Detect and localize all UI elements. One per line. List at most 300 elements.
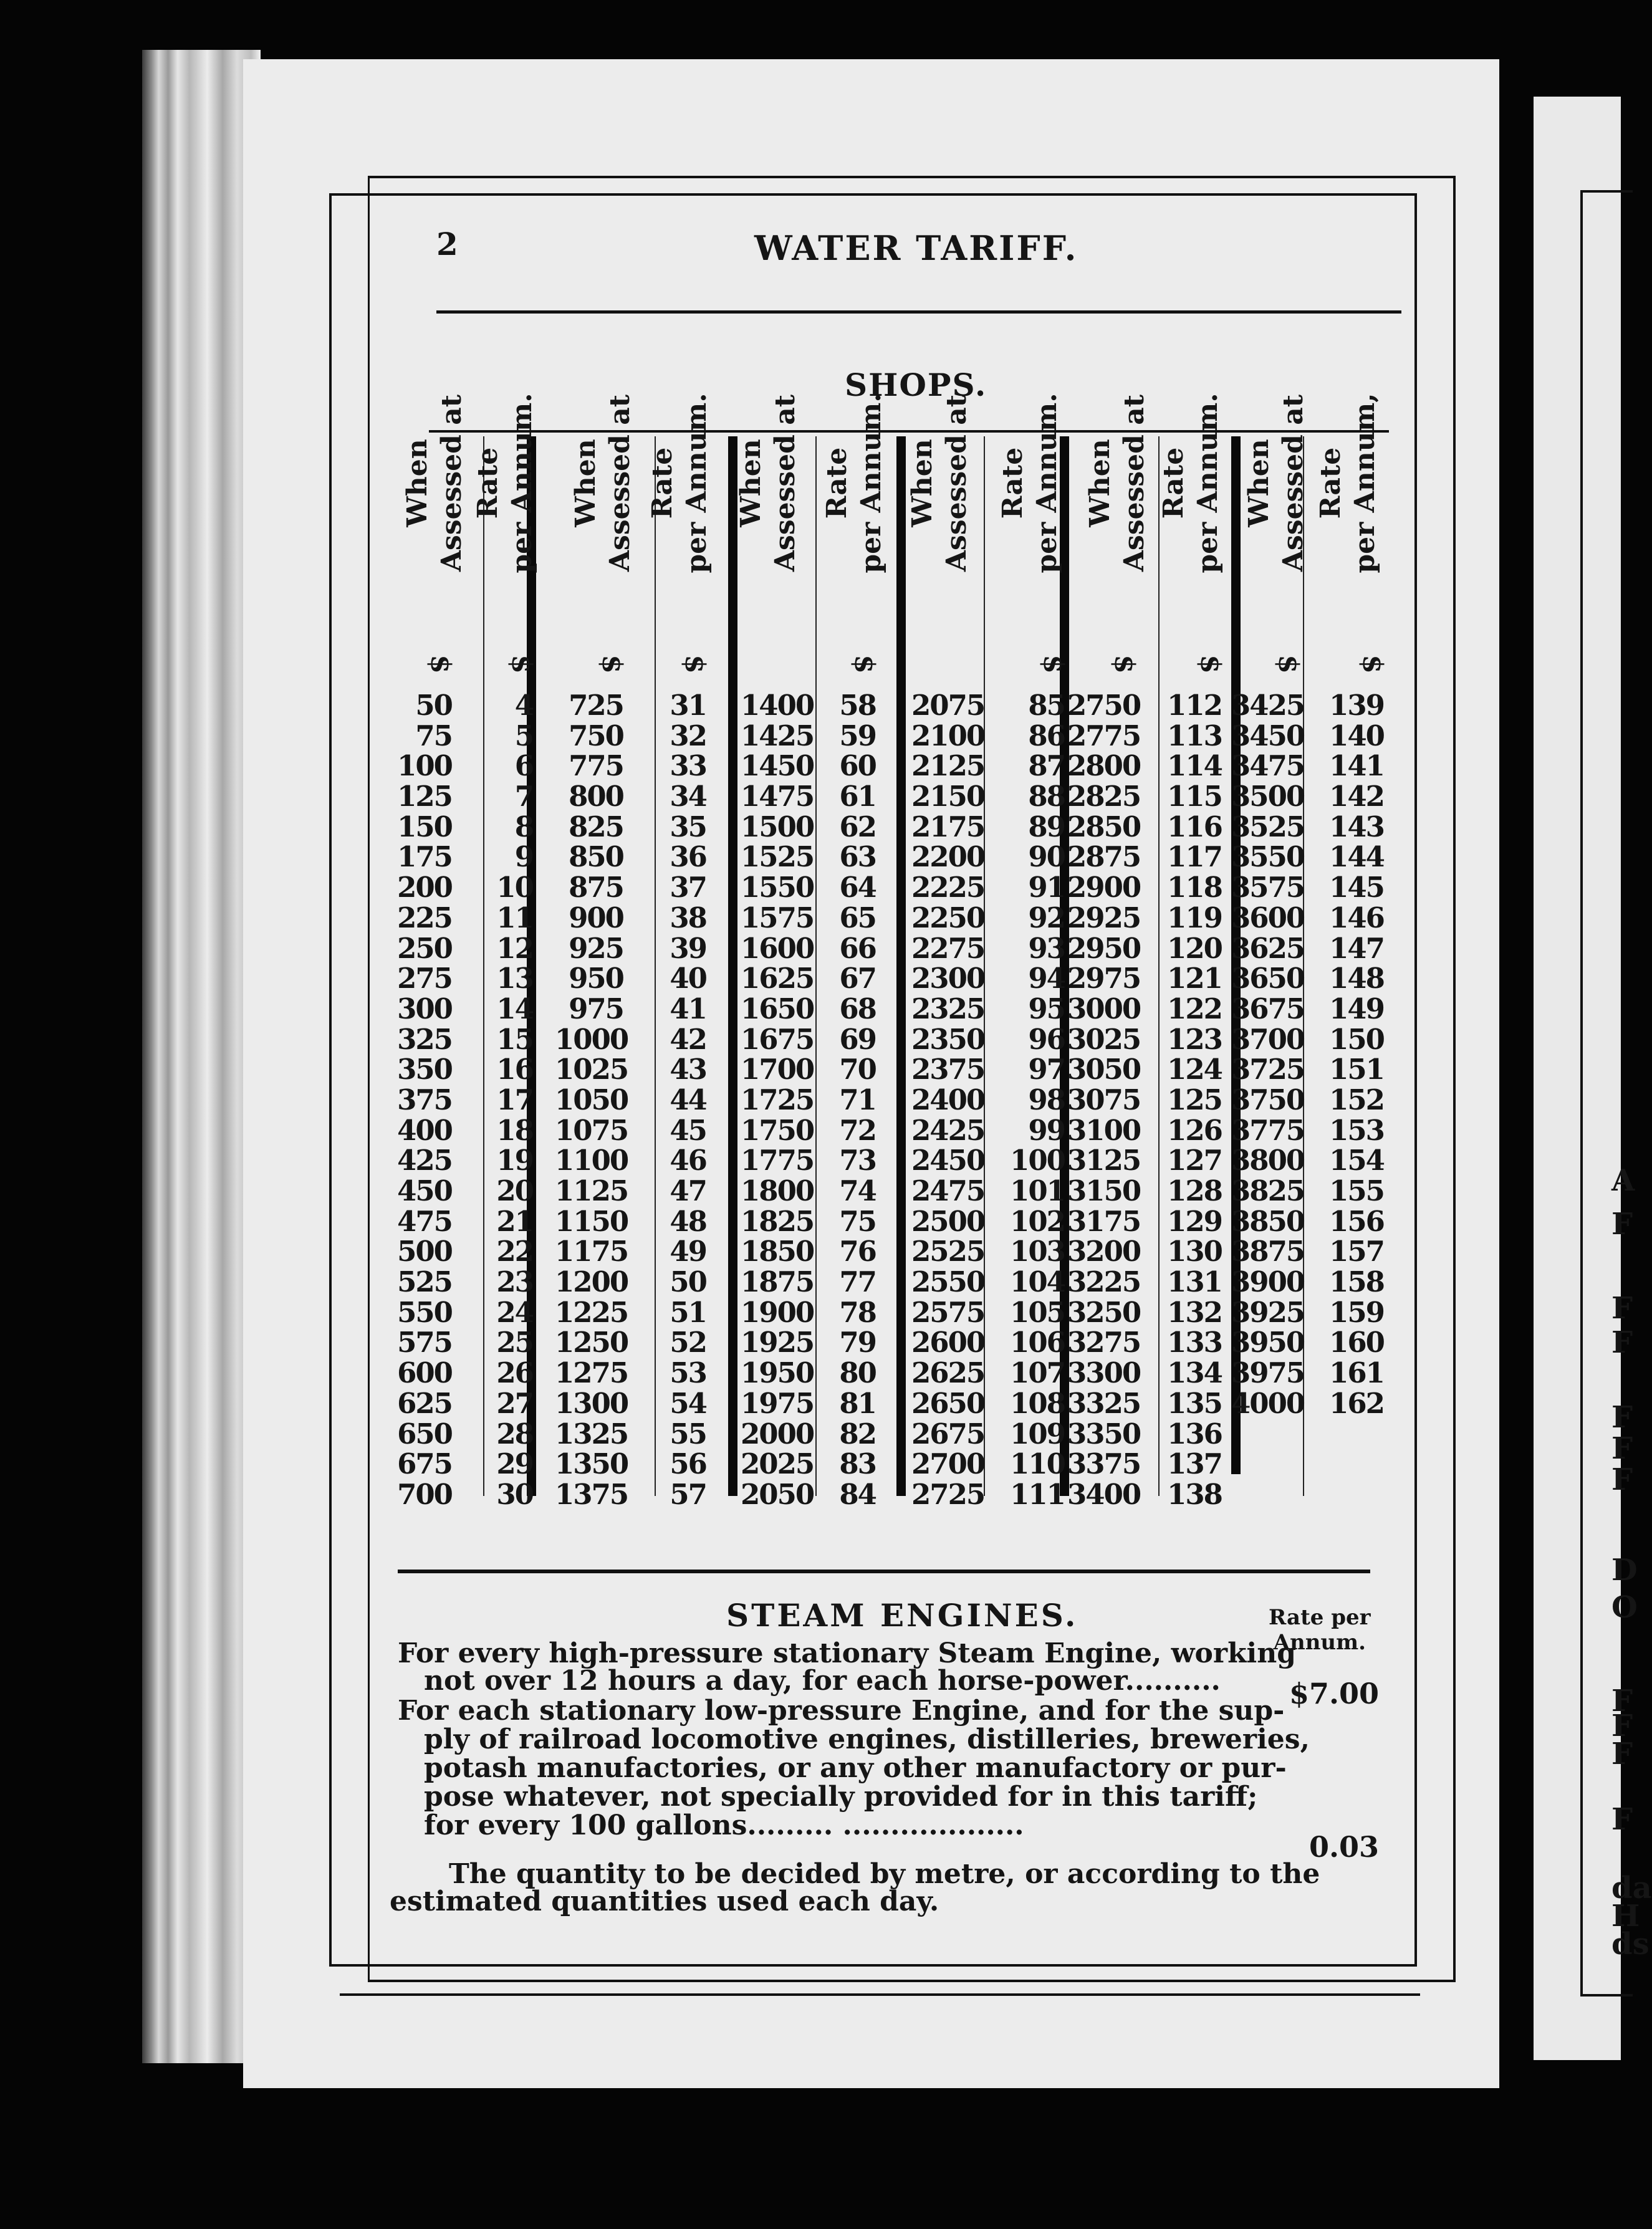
- column-values: [1315, 691, 1384, 1419]
- table-cell: 114: [1167, 749, 1222, 783]
- steam-item2-line: For each stationary low-pressure Engine, and for the sup-: [398, 1695, 1285, 1727]
- rate-heading-line: Rate per: [1269, 1605, 1371, 1630]
- table-cell: 17: [496, 1083, 533, 1116]
- table-cell: 525: [397, 1265, 452, 1299]
- column-values: [996, 691, 1065, 1510]
- table-cell: 750: [569, 719, 623, 752]
- dollar-sign: $: [505, 654, 537, 674]
- table-cell: 129: [1167, 1204, 1222, 1238]
- table-cell: 300: [397, 992, 452, 1025]
- table-cell: 1275: [555, 1356, 628, 1390]
- header-rule: [436, 310, 1401, 314]
- table-cell: 225: [397, 901, 452, 934]
- table-cell: 1950: [741, 1356, 814, 1390]
- adjacent-page-letter: F: [1611, 1709, 1633, 1743]
- table-cell: 3350: [1067, 1417, 1141, 1450]
- table-cell: 18: [496, 1113, 533, 1147]
- dollar-sign: $: [1194, 654, 1226, 674]
- table-cell: 1200: [555, 1265, 628, 1299]
- table-cell: 2500: [911, 1204, 985, 1238]
- table-cell: 2250: [911, 901, 985, 934]
- dollar-sign: $: [678, 654, 711, 674]
- table-cell: 3400: [1067, 1477, 1141, 1511]
- table-cell: 52: [670, 1326, 706, 1359]
- table-cell: 76: [839, 1235, 876, 1268]
- table-cell: 850: [569, 840, 623, 874]
- table-cell: 2350: [911, 1022, 985, 1056]
- table-cell: 1375: [555, 1477, 628, 1511]
- table-cell: 2725: [911, 1477, 985, 1511]
- table-cell: 42: [670, 1022, 706, 1056]
- table-cell: 2950: [1067, 931, 1141, 965]
- table-cell: 10: [496, 871, 533, 904]
- table-cell: 3000: [1067, 992, 1141, 1025]
- table-cell: 72: [839, 1113, 876, 1147]
- table-cell: 15: [496, 1022, 533, 1056]
- table-cell: 1450: [741, 749, 814, 783]
- table-cell: 128: [1167, 1174, 1222, 1207]
- table-cell: 3575: [1231, 871, 1305, 904]
- table-cell: 2825: [1067, 780, 1141, 813]
- table-cell: 151: [1329, 1053, 1384, 1086]
- table-cell: 95: [1028, 992, 1065, 1025]
- column-heading-line: Rate: [1158, 447, 1189, 519]
- column-heading: [820, 393, 898, 573]
- table-cell: 2475: [911, 1174, 985, 1207]
- dollar-sign: $: [1108, 654, 1140, 674]
- table-cell: 3700: [1231, 1022, 1305, 1056]
- table-cell: 45: [670, 1113, 706, 1147]
- table-cell: 145: [1329, 871, 1384, 904]
- adjacent-page-letter: D: [1611, 1553, 1638, 1588]
- table-cell: 11: [496, 901, 533, 934]
- table-cell: 1650: [741, 992, 814, 1025]
- table-cell: 26: [496, 1356, 533, 1390]
- column-divider: [728, 436, 737, 1496]
- table-cell: 98: [1028, 1083, 1065, 1116]
- table-cell: 3875: [1231, 1235, 1305, 1268]
- table-cell: 1400: [741, 689, 814, 722]
- steam-item2-line: potash manufactories, or any other manufactory or pur-: [424, 1752, 1287, 1784]
- table-cell: 103: [1010, 1235, 1065, 1268]
- table-cell: 13: [496, 962, 533, 995]
- table-cell: 161: [1329, 1356, 1384, 1390]
- table-cell: 90: [1028, 840, 1065, 874]
- table-cell: 155: [1329, 1174, 1384, 1207]
- column-values: [555, 689, 628, 1511]
- table-cell: 1900: [741, 1295, 814, 1329]
- table-cell: 152: [1329, 1083, 1384, 1116]
- table-bottom-rule: [398, 1570, 1370, 1573]
- table-cell: 2700: [911, 1447, 985, 1481]
- table-cell: 130: [1167, 1235, 1222, 1268]
- table-cell: 1425: [741, 719, 814, 752]
- adjacent-page-letter: ds: [1611, 1927, 1650, 1962]
- table-cell: 61: [839, 780, 876, 813]
- table-cell: 51: [670, 1295, 706, 1329]
- column-heading: [471, 393, 549, 573]
- table-cell: 68: [839, 992, 876, 1025]
- steam-item1-price: $7.00: [1289, 1677, 1380, 1710]
- table-cell: 2075: [911, 689, 985, 722]
- table-cell: 140: [1329, 719, 1384, 752]
- table-cell: 102: [1010, 1204, 1065, 1238]
- adjacent-page-letter: F: [1611, 1291, 1633, 1326]
- shops-title: SHOPS.: [845, 367, 987, 403]
- table-cell: 3850: [1231, 1204, 1305, 1238]
- table-cell: 63: [839, 840, 876, 874]
- column-heading-line: per Annum.: [1192, 393, 1224, 573]
- table-cell: 94: [1028, 962, 1065, 995]
- table-cell: 118: [1167, 871, 1222, 904]
- table-cell: 2775: [1067, 719, 1141, 752]
- table-cell: 1250: [555, 1326, 628, 1359]
- table-cell: 107: [1010, 1356, 1065, 1390]
- table-cell: 3375: [1067, 1447, 1141, 1481]
- adjacent-page-letter: F: [1611, 1325, 1633, 1360]
- table-cell: 2850: [1067, 810, 1141, 843]
- table-cell: 139: [1329, 689, 1384, 722]
- table-cell: 93: [1028, 931, 1065, 965]
- table-cell: 3950: [1231, 1326, 1305, 1359]
- table-cell: 77: [839, 1265, 876, 1299]
- table-cell: 250: [397, 931, 452, 965]
- table-cell: 1500: [741, 810, 814, 843]
- table-cell: 2200: [911, 840, 985, 874]
- column-heading-line: When: [1084, 439, 1116, 527]
- column-values: [464, 691, 533, 1510]
- table-cell: 71: [839, 1083, 876, 1116]
- table-cell: 2800: [1067, 749, 1141, 783]
- table-cell: 1225: [555, 1295, 628, 1329]
- table-cell: 1350: [555, 1447, 628, 1481]
- steam-engines-title: STEAM ENGINES.: [726, 1597, 1078, 1634]
- adjacent-page-letter: F: [1611, 1207, 1633, 1242]
- table-cell: 79: [839, 1326, 876, 1359]
- table-cell: 20: [496, 1174, 533, 1207]
- table-cell: 136: [1167, 1417, 1222, 1450]
- table-cell: 110: [1010, 1447, 1065, 1481]
- column-heading: [645, 393, 724, 573]
- steam-item2-price: 0.03: [1309, 1830, 1380, 1864]
- table-cell: 800: [569, 780, 623, 813]
- column-heading-line: per Annum.: [681, 393, 713, 573]
- table-cell: 1550: [741, 871, 814, 904]
- table-cell: 725: [569, 689, 623, 722]
- table-cell: 3300: [1067, 1356, 1141, 1390]
- table-cell: 3500: [1231, 780, 1305, 813]
- table-cell: 34: [670, 780, 706, 813]
- table-cell: 150: [1329, 1022, 1384, 1056]
- table-cell: 157: [1329, 1235, 1384, 1268]
- steam-note-line: estimated quantities used each day.: [390, 1886, 939, 1917]
- table-cell: 3150: [1067, 1174, 1141, 1207]
- column-values: [638, 691, 706, 1510]
- table-cell: 2400: [911, 1083, 985, 1116]
- table-cell: 25: [496, 1326, 533, 1359]
- table-cell: 2025: [741, 1447, 814, 1481]
- page-number: 2: [436, 226, 458, 262]
- table-cell: 3275: [1067, 1326, 1141, 1359]
- column-heading-line: per Annum.: [1031, 393, 1063, 573]
- column-heading-line: per Annum.: [855, 393, 887, 573]
- table-cell: 950: [569, 962, 623, 995]
- table-cell: 3925: [1231, 1295, 1305, 1329]
- table-cell: 75: [839, 1204, 876, 1238]
- table-cell: 1150: [555, 1204, 628, 1238]
- table-cell: 1125: [555, 1174, 628, 1207]
- column-heading-line: Rate: [821, 447, 853, 519]
- column-heading-line: Assessed at: [769, 394, 801, 572]
- table-cell: 150: [397, 810, 452, 843]
- table-cell: 4000: [1231, 1386, 1305, 1420]
- table-cell: 675: [397, 1447, 452, 1481]
- table-cell: 133: [1167, 1326, 1222, 1359]
- steam-item1-line: For every high-pressure stationary Steam Engine, working: [398, 1637, 1297, 1669]
- table-cell: 119: [1167, 901, 1222, 934]
- table-cell: 59: [839, 719, 876, 752]
- table-cell: 325: [397, 1022, 452, 1056]
- table-cell: 65: [839, 901, 876, 934]
- table-cell: 3650: [1231, 962, 1305, 995]
- table-cell: 2875: [1067, 840, 1141, 874]
- column-heading-line: When: [570, 439, 602, 527]
- running-title: WATER TARIFF.: [754, 228, 1078, 268]
- table-cell: 1100: [555, 1144, 628, 1177]
- table-cell: 575: [397, 1326, 452, 1359]
- table-cell: 3225: [1067, 1265, 1141, 1299]
- table-cell: 2000: [741, 1417, 814, 1450]
- table-cell: 141: [1329, 749, 1384, 783]
- table-cell: 147: [1329, 931, 1384, 965]
- column-heading-line: Assessed at: [604, 394, 636, 572]
- table-cell: 16: [496, 1053, 533, 1086]
- adjacent-page-letter: A: [1611, 1163, 1635, 1198]
- table-cell: 82: [839, 1417, 876, 1450]
- table-cell: 101: [1010, 1174, 1065, 1207]
- table-cell: 7: [514, 780, 533, 813]
- table-cell: 49: [670, 1235, 706, 1268]
- table-cell: 2275: [911, 931, 985, 965]
- table-cell: 2975: [1067, 962, 1141, 995]
- table-cell: 46: [670, 1144, 706, 1177]
- table-cell: 3125: [1067, 1144, 1141, 1177]
- table-cell: 31: [670, 689, 706, 722]
- table-cell: 50: [415, 689, 452, 722]
- table-cell: 3100: [1067, 1113, 1141, 1147]
- table-cell: 2450: [911, 1144, 985, 1177]
- table-cell: 2375: [911, 1053, 985, 1086]
- steam-item2-line: ply of railroad locomotive engines, distilleries, breweries,: [424, 1723, 1310, 1755]
- table-cell: 2575: [911, 1295, 985, 1329]
- column-heading-line: When: [1243, 439, 1275, 527]
- table-cell: 1825: [741, 1204, 814, 1238]
- table-cell: 1050: [555, 1083, 628, 1116]
- table-cell: 3050: [1067, 1053, 1141, 1086]
- table-cell: 2300: [911, 962, 985, 995]
- column-heading-line: Rate: [997, 447, 1029, 519]
- table-cell: 159: [1329, 1295, 1384, 1329]
- table-cell: 6: [514, 749, 533, 783]
- table-cell: 825: [569, 810, 623, 843]
- table-cell: 81: [839, 1386, 876, 1420]
- column-heading-line: Assessed at: [1118, 394, 1150, 572]
- table-cell: 158: [1329, 1265, 1384, 1299]
- adjacent-page-letter: F: [1611, 1431, 1633, 1466]
- table-cell: 1025: [555, 1053, 628, 1086]
- table-cell: 3800: [1231, 1144, 1305, 1177]
- table-cell: 1725: [741, 1083, 814, 1116]
- table-cell: 162: [1329, 1386, 1384, 1420]
- table-cell: 160: [1329, 1326, 1384, 1359]
- column-heading-line: Rate: [646, 447, 678, 519]
- table-cell: 36: [670, 840, 706, 874]
- column-values: [1153, 691, 1222, 1510]
- table-cell: 75: [415, 719, 452, 752]
- table-cell: 47: [670, 1174, 706, 1207]
- table-cell: 1525: [741, 840, 814, 874]
- table-cell: 58: [839, 689, 876, 722]
- table-cell: 1675: [741, 1022, 814, 1056]
- table-cell: 2750: [1067, 689, 1141, 722]
- table-cell: 500: [397, 1235, 452, 1268]
- table-cell: 142: [1329, 780, 1384, 813]
- table-cell: 275: [397, 962, 452, 995]
- table-cell: 1875: [741, 1265, 814, 1299]
- table-cell: 1575: [741, 901, 814, 934]
- column-divider: [896, 436, 906, 1496]
- table-cell: 600: [397, 1356, 452, 1390]
- table-cell: 1475: [741, 780, 814, 813]
- table-cell: 116: [1167, 810, 1222, 843]
- table-cell: 3900: [1231, 1265, 1305, 1299]
- column-values: [1067, 689, 1141, 1511]
- table-cell: 3825: [1231, 1174, 1305, 1207]
- column-values: [383, 691, 452, 1510]
- table-cell: 50: [670, 1265, 706, 1299]
- table-cell: 73: [839, 1144, 876, 1177]
- table-cell: 2225: [911, 871, 985, 904]
- table-cell: 1850: [741, 1235, 814, 1268]
- adjacent-page-letter: F: [1611, 1802, 1633, 1837]
- table-cell: 875: [569, 871, 623, 904]
- column-heading-line: Assessed at: [436, 394, 468, 572]
- table-cell: 131: [1167, 1265, 1222, 1299]
- table-cell: 134: [1167, 1356, 1222, 1390]
- table-cell: 12: [496, 931, 533, 965]
- table-cell: 112: [1167, 689, 1222, 722]
- table-cell: 88: [1028, 780, 1065, 813]
- table-cell: 1700: [741, 1053, 814, 1086]
- adjacent-page-letter: F: [1611, 1462, 1633, 1497]
- table-cell: 3450: [1231, 719, 1305, 752]
- table-cell: 83: [839, 1447, 876, 1481]
- table-cell: 99: [1028, 1113, 1065, 1147]
- dollar-sign: $: [1356, 654, 1388, 674]
- table-cell: 108: [1010, 1386, 1065, 1420]
- table-cell: 8: [514, 810, 533, 843]
- table-cell: 123: [1167, 1022, 1222, 1056]
- table-cell: 85: [1028, 689, 1065, 722]
- table-cell: 3675: [1231, 992, 1305, 1025]
- table-cell: 122: [1167, 992, 1222, 1025]
- table-cell: 2525: [911, 1235, 985, 1268]
- table-cell: 84: [839, 1477, 876, 1511]
- table-cell: 475: [397, 1204, 452, 1238]
- table-cell: 149: [1329, 992, 1384, 1025]
- table-cell: 100: [1010, 1144, 1065, 1177]
- adjacent-page-letter: F: [1611, 1737, 1633, 1771]
- table-cell: 3075: [1067, 1083, 1141, 1116]
- table-cell: 44: [670, 1083, 706, 1116]
- table-cell: 148: [1329, 962, 1384, 995]
- table-cell: 3175: [1067, 1204, 1141, 1238]
- column-heading: [1313, 393, 1392, 573]
- table-cell: 87: [1028, 749, 1065, 783]
- adjacent-page-letter: da: [1611, 1871, 1652, 1905]
- table-cell: 28: [496, 1417, 533, 1450]
- table-cell: 5: [514, 719, 533, 752]
- dollar-sign: $: [595, 654, 628, 674]
- table-cell: 2900: [1067, 871, 1141, 904]
- table-cell: 1300: [555, 1386, 628, 1420]
- table-cell: 41: [670, 992, 706, 1025]
- table-cell: 22: [496, 1235, 533, 1268]
- column-values: [741, 689, 814, 1511]
- table-cell: 700: [397, 1477, 452, 1511]
- table-cell: 3025: [1067, 1022, 1141, 1056]
- table-cell: 3625: [1231, 931, 1305, 965]
- table-cell: 92: [1028, 901, 1065, 934]
- column-values: [1231, 689, 1305, 1420]
- table-cell: 3525: [1231, 810, 1305, 843]
- table-cell: 2925: [1067, 901, 1141, 934]
- table-cell: 57: [670, 1477, 706, 1511]
- dollar-sign: $: [1272, 654, 1304, 674]
- table-cell: 120: [1167, 931, 1222, 965]
- table-cell: 39: [670, 931, 706, 965]
- table-cell: 56: [670, 1447, 706, 1481]
- table-cell: 146: [1329, 901, 1384, 934]
- dollar-sign: $: [1037, 654, 1069, 674]
- table-cell: 43: [670, 1053, 706, 1086]
- table-cell: 100: [397, 749, 452, 783]
- table-cell: 3550: [1231, 840, 1305, 874]
- table-cell: 2625: [911, 1356, 985, 1390]
- table-cell: 900: [569, 901, 623, 934]
- column-values: [911, 689, 985, 1511]
- table-cell: 67: [839, 962, 876, 995]
- table-cell: 3975: [1231, 1356, 1305, 1390]
- adjacent-page-letter: F: [1611, 1684, 1633, 1718]
- table-cell: 1325: [555, 1417, 628, 1450]
- table-cell: 2650: [911, 1386, 985, 1420]
- table-cell: 40: [670, 962, 706, 995]
- table-cell: 3600: [1231, 901, 1305, 934]
- table-cell: 3425: [1231, 689, 1305, 722]
- table-cell: 3475: [1231, 749, 1305, 783]
- column-heading: [1156, 393, 1235, 573]
- table-cell: 1600: [741, 931, 814, 965]
- table-cell: 23: [496, 1265, 533, 1299]
- table-cell: 125: [397, 780, 452, 813]
- table-cell: 60: [839, 749, 876, 783]
- table-cell: 154: [1329, 1144, 1384, 1177]
- table-cell: 91: [1028, 871, 1065, 904]
- table-cell: 138: [1167, 1477, 1222, 1511]
- table-cell: 2125: [911, 749, 985, 783]
- table-cell: 38: [670, 901, 706, 934]
